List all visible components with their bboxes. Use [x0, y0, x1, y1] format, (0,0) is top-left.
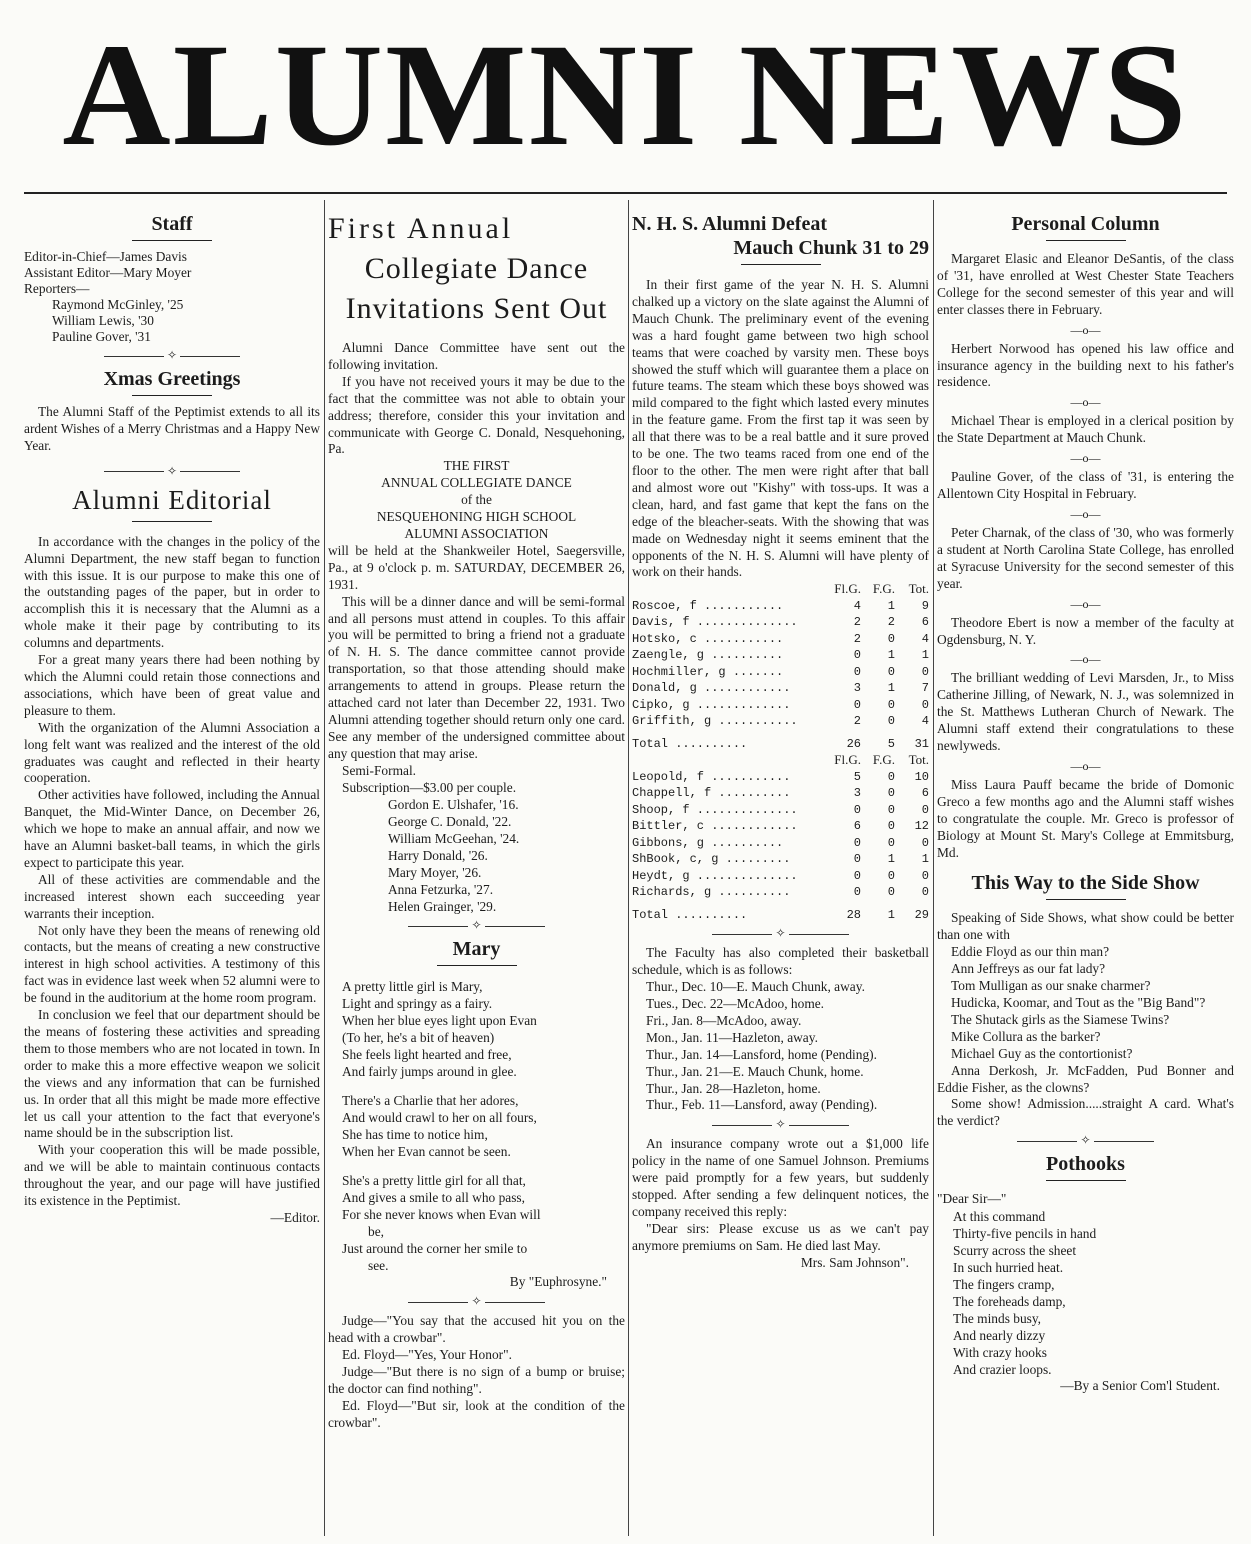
player-ft: 0: [887, 802, 895, 817]
player-tot: 10: [914, 769, 929, 784]
poem-line: A pretty little girl is Mary,: [342, 979, 483, 995]
player-tot: 0: [921, 802, 929, 817]
player-name: Richards, g ..........: [632, 885, 791, 900]
box-score-header: [632, 752, 929, 769]
player-name: Chappell, f ..........: [632, 786, 791, 801]
poem-line: At this command: [953, 1209, 1046, 1225]
player-ft: 0: [887, 786, 895, 801]
poem-line: And nearly dizzy: [953, 1328, 1046, 1344]
poem-line: She has time to notice him,: [342, 1127, 488, 1143]
player-ft: 0: [887, 885, 895, 900]
box-score-row: [632, 785, 929, 802]
poem-line: And crazier loops.: [953, 1362, 1052, 1378]
invitation-line: ANNUAL COLLEGIATE DANCE: [381, 475, 572, 491]
insurance-reply: "Dear sirs: Please excuse us as we can't pay anymore premiums on Sam. He died last May.: [632, 1220, 929, 1253]
game-story: In their first game of the year N. H. S. Alumni chalked up a victory on the slate against the Alumni of Mauch Chunk. The preliminary event of the evening was a hard fought game between two high school teams that were coached by varsity men. These boys showed the stuff which will guarantee them a place on future teams. The steam which these boys showed was mild compared to the fight which lasted every minutes in the feature game. From the first tap it was seen by all that there was to be a real battle and it sure proved to be one. The two teams raced from one end of the floor to the other. The men were right after that ball and almost wore out "Kishy" with toss-ups. It was a clean, hard, and fast game that kept the fans on the edge of the bleacher-seats. With the showing that was made on Wednesday night it seems eminent that the opponents of the N. H. S. Alumni will have plenty of work on their hands.: [632, 277, 929, 580]
ornament-divider: ✧: [24, 465, 320, 477]
sideshow-item: Anna Derkosh, Jr. McFadden, Pud Bonner and Eddie Fisher, as the clowns?: [937, 1062, 1234, 1095]
player-tot: 6: [921, 615, 929, 630]
poem-line: (To her, he's a bit of heaven): [342, 1030, 495, 1046]
player-fg: 2: [853, 714, 861, 729]
box-score-total-row: [632, 901, 929, 924]
box-score-row: [632, 614, 929, 631]
player-fg: 0: [853, 868, 861, 883]
column-3: [632, 206, 929, 1536]
player-fg: 0: [853, 885, 861, 900]
personal-item: Peter Charnak, of the class of '30, who was formerly a student at North Carolina State College, has enrolled at Syracuse University for the second semester of this year.: [937, 524, 1234, 591]
personal-item: Michael Thear is employed in a clerical position by the State Department at Mauch Chunk.: [937, 413, 1234, 446]
player-tot: 9: [921, 598, 929, 613]
player-ft: 5: [887, 736, 895, 751]
insurance-story: An insurance company wrote out a $1,000 life policy in the name of one Samuel Johnson. Premiums were paid promptly for a few years, but suddenly stopped. After sending a few delinquent notices, the company received this reply:: [632, 1136, 929, 1219]
dance-heading-line2: Collegiate Dance: [364, 252, 589, 285]
dance-paragraph: will be held at the Shankweiler Hotel, Saegersville, Pa., at 9 o'clock p. m. SATURDAY, DECEMBER 26, 1931.: [328, 542, 625, 592]
poem-line: And gives a smile to all who pass,: [342, 1190, 525, 1206]
player-name: Total ..........: [632, 907, 748, 922]
player-ft: 0: [887, 769, 895, 784]
pothooks-signature: —By a Senior Com'l Student.: [1060, 1378, 1220, 1394]
ornament-divider: ✧: [328, 1295, 625, 1307]
sideshow-item: The Shutack girls as the Siamese Twins?: [951, 1011, 1170, 1027]
player-name: Bittler, c ............: [632, 819, 798, 834]
poem-stanza: [328, 978, 625, 1080]
committee-member: George C. Donald, '22.: [388, 814, 512, 830]
player-tot: 1: [921, 648, 929, 663]
personal-item: Pauline Gover, of the class of '31, is entering the Allentown City Hospital in February.: [937, 469, 1234, 502]
poem-line: With crazy hooks: [953, 1345, 1047, 1361]
personal-item: The brilliant wedding of Levi Marsden, Jr., to Miss Catherine Jilling, of Newark, N. J., was solemnized in the St. Matthews Lutheran Church of Newark. The Alumni staff extend their congratulations to these newlyweds.: [937, 670, 1234, 754]
box-score-row: [632, 769, 929, 786]
col-field-goals: Fl.G.: [834, 752, 861, 768]
player-tot: 0: [921, 868, 929, 883]
box-score-row: [632, 835, 929, 852]
player-name: Zaengle, g ..........: [632, 648, 784, 663]
xmas-text: The Alumni Staff of the Peptimist extends to all its ardent Wishes of a Merry Christmas and a Happy New Year.: [24, 404, 320, 453]
personal-item: Margaret Elasic and Eleanor DeSantis, of the class of '31, have enrolled at West Chester State Teachers College for the second semester of this year and will enter classes there in February.: [937, 251, 1234, 317]
box-score-mauch-chunk: [632, 752, 929, 923]
poem-line: There's a Charlie that her adores,: [342, 1093, 519, 1109]
personal-items: [937, 251, 1234, 861]
heading-rule: [437, 965, 517, 966]
poem-line: For she never knows when Evan will: [342, 1207, 541, 1223]
item-separator: —o—: [1070, 758, 1101, 773]
sideshow-heading: This Way to the Side Show: [971, 872, 1200, 895]
column-1: [24, 206, 320, 1536]
schedule-item: Mon., Jan. 11—Hazleton, away.: [646, 1029, 818, 1045]
poem-stanza: [328, 1092, 625, 1160]
invitation-line: NESQUEHONING HIGH SCHOOL: [376, 509, 577, 525]
box-score-row: [632, 713, 929, 730]
schedule-item: Thur., Jan. 21—E. Mauch Chunk, home.: [646, 1063, 864, 1079]
player-tot: 1: [921, 852, 929, 867]
committee-member: Mary Moyer, '26.: [388, 865, 482, 881]
poem-line: When her blue eyes light upon Evan: [342, 1013, 537, 1029]
poem-line: Scurry across the sheet: [953, 1243, 1077, 1259]
poem-line: The fingers cramp,: [953, 1277, 1055, 1293]
personal-item: Miss Laura Pauff became the bride of Domonic Greco a few months ago and the Alumni staff wishes to congratulate the couple. Mr. Greco is professor of Biology at Mount St. Mary's College at Emmitsburg, Md.: [937, 776, 1234, 860]
committee-list: [328, 796, 625, 915]
schedule-item: Tues., Dec. 22—McAdoo, home.: [646, 996, 825, 1012]
editorial-paragraph: In conclusion we feel that our department should be the means of fostering these activities and spreading them to those members who are not located in town. In order to make this a more effective weapon we solicit the views and any information that can be furnished us. In order that all this might be made more effective let us call your attention to the fact that everyone's name should be in the subscription list.: [24, 1007, 320, 1141]
committee-member: Gordon E. Ulshafer, '16.: [388, 797, 519, 813]
col-fouls: F.G.: [872, 752, 895, 768]
player-name: Hochmiller, g .......: [632, 664, 784, 679]
player-fg: 3: [853, 681, 861, 696]
heading-rule: [741, 264, 821, 265]
schedule-item: Fri., Jan. 8—McAdoo, away.: [646, 1012, 802, 1028]
col-fouls: F.G.: [872, 581, 895, 597]
box-score-row: [632, 868, 929, 885]
player-tot: 0: [921, 664, 929, 679]
player-ft: 1: [887, 648, 895, 663]
player-fg: 0: [853, 802, 861, 817]
sideshow-intro: Speaking of Side Shows, what show could be better than one with: [937, 910, 1234, 943]
masthead: ALUMNI NEWS: [62, 13, 1189, 177]
player-ft: 0: [887, 868, 895, 883]
editorial-paragraph: Not only have they been the means of renewing old contacts, but the means of creating a new constructive interest in high school activities. A testimony of this fact was in evidence last week when 52 alumni were to be found in the auditorium at the home room program.: [24, 922, 320, 1006]
personal-heading: Personal Column: [1011, 213, 1160, 235]
box-score-row: [632, 664, 929, 681]
player-tot: 31: [914, 736, 929, 751]
dance-semi-formal: Semi-Formal.: [342, 762, 417, 778]
box-score-row: [632, 818, 929, 835]
col-total: Tot.: [908, 752, 929, 768]
player-tot: 4: [921, 714, 929, 729]
judge-line: Judge—"But there is no sign of a bump or bruise; the doctor can find nothing".: [328, 1364, 625, 1396]
player-ft: 1: [887, 852, 895, 867]
heading-rule: [132, 521, 212, 522]
ornament-divider: ✧: [937, 1134, 1234, 1146]
committee-member: Helen Grainger, '29.: [388, 899, 497, 915]
poem-line: be,: [368, 1224, 384, 1240]
committee-member: Harry Donald, '26.: [388, 848, 488, 864]
sideshow-item: Hudicka, Koomar, and Tout as the "Big Band"?: [951, 995, 1206, 1010]
committee-member: Anna Fetzurka, '27.: [388, 882, 494, 898]
xmas-heading: Xmas Greetings: [103, 368, 241, 390]
col-field-goals: Fl.G.: [834, 581, 861, 597]
sideshow-item: Ann Jeffreys as our fat lady?: [951, 961, 1106, 977]
poem-line: And fairly jumps around in glee.: [342, 1064, 517, 1080]
ornament-divider: ✧: [632, 1118, 929, 1130]
staff-reporter: Pauline Gover, '31: [52, 329, 151, 344]
poem-stanza: [328, 1172, 625, 1274]
box-score-row: [632, 647, 929, 664]
player-fg: 0: [853, 852, 861, 867]
dance-paragraph: Alumni Dance Committee have sent out the following invitation.: [328, 340, 625, 372]
box-score-row: [632, 851, 929, 868]
masthead-rule: [24, 192, 1227, 194]
player-ft: 0: [887, 835, 895, 850]
item-separator: —o—: [1070, 652, 1101, 667]
column-2: [328, 206, 625, 1536]
judge-line: Judge—"You say that the accused hit you on the head with a crowbar".: [328, 1313, 625, 1346]
staff-reporter: William Lewis, '30: [52, 313, 154, 328]
personal-item: Theodore Ebert is now a member of the faculty at Ogdensburg, N. Y.: [937, 614, 1234, 647]
player-tot: 6: [921, 786, 929, 801]
heading-rule: [1046, 899, 1126, 900]
player-fg: 4: [853, 598, 861, 613]
poem-line: Thirty-five pencils in hand: [953, 1226, 1097, 1242]
editorial-paragraph: With your cooperation this will be made possible, and we will be able to maintain continuous contacts throughout the year, and our page will have justified its existence in the Peptimist.: [24, 1142, 320, 1209]
player-ft: 0: [887, 714, 895, 729]
player-name: Hotsko, c ...........: [632, 631, 784, 646]
player-ft: 2: [887, 615, 895, 630]
player-tot: 0: [921, 697, 929, 712]
player-name: Heydt, g ..............: [632, 868, 798, 883]
staff-editor: Editor-in-Chief—James Davis: [24, 249, 187, 264]
personal-item: Herbert Norwood has opened his law office and insurance agency in the building next to his father's residence.: [937, 340, 1234, 390]
player-fg: 0: [853, 835, 861, 850]
game-heading-line1: N. H. S. Alumni Defeat: [632, 213, 827, 235]
editorial-paragraph: In accordance with the changes in the policy of the Alumni Department, the new staff began to function with this issue. It is our purpose to make this one of the outstanding pages of the paper, but in order to accomplish this it is necessary that the Alumni as a whole make it their page by contributing to its columns and departments.: [24, 533, 320, 651]
player-name: Donald, g ............: [632, 681, 791, 696]
dance-subscription: Subscription—$3.00 per couple.: [342, 779, 517, 795]
item-separator: —o—: [1070, 506, 1101, 521]
heading-rule: [1046, 1180, 1126, 1181]
schedule-item: Thur., Jan. 14—Lansford, home (Pending).: [646, 1046, 877, 1062]
staff-assistant: Assistant Editor—Mary Moyer: [24, 265, 192, 280]
staff-reporters-label: Reporters—: [24, 281, 90, 296]
schedule-intro: The Faculty has also completed their basketball schedule, which is as follows:: [632, 945, 929, 978]
player-tot: 0: [921, 885, 929, 900]
column-divider: [628, 200, 629, 1536]
editorial-signature: —Editor.: [270, 1209, 320, 1225]
schedule-item: Thur., Dec. 10—E. Mauch Chunk, away.: [646, 979, 865, 995]
staff-list: [24, 249, 320, 345]
poem-line: She feels light hearted and free,: [342, 1047, 512, 1063]
player-name: Roscoe, f ...........: [632, 598, 784, 613]
poem-line: When her Evan cannot be seen.: [342, 1144, 511, 1160]
editorial-paragraph: Other activities have followed, including the Annual Banquet, the Mid-Winter Dance, on December 26, which we hope to make an annual affair, and now we have an Alumni basket-ball teams, in which the girls expect to participate this year.: [24, 787, 320, 870]
sideshow-item: Some show! Admission.....straight A card. What's the verdict?: [937, 1096, 1234, 1129]
committee-member: William McGeehan, '24.: [388, 831, 520, 847]
player-tot: 4: [921, 631, 929, 646]
column-4: [937, 206, 1234, 1536]
dance-paragraph: This will be a dinner dance and will be semi-formal and all persons must attend in couples. To this affair you will be permitted to bring a friend not a graduate of N. H. S. The dance committee cannot provide transportation, so that those attending should make arrangements to attend in groups. Please return the attached card not later than December 22, 1931. Two Alumni attending together should return only one card. See any member of the undersigned committee about any question that may arise.: [328, 593, 625, 761]
staff-reporter: Raymond McGinley, '25: [52, 297, 184, 312]
player-ft: 0: [887, 697, 895, 712]
judge-line: Ed. Floyd—"Yes, Your Honor".: [342, 1347, 512, 1363]
editorial-heading: Alumni Editorial: [72, 484, 272, 515]
player-fg: 2: [853, 615, 861, 630]
poem-byline: By "Euphrosyne.": [509, 1274, 607, 1290]
editorial-paragraph: All of these activities are commendable and the increased interest shown each succeeding year warrants their inception.: [24, 871, 320, 921]
pothooks-heading: Pothooks: [1046, 1153, 1125, 1176]
column-divider: [933, 200, 934, 1536]
player-fg: 28: [846, 907, 861, 922]
schedule-item: Thur., Feb. 11—Lansford, away (Pending).: [646, 1097, 878, 1113]
box-score-row: [632, 802, 929, 819]
editorial-paragraph: For a great many years there had been nothing by which the Alumni could retain those connections and associations, which have been of great value and pleasure to them.: [24, 652, 320, 718]
poem-line: Just around the corner her smile to: [342, 1241, 528, 1257]
ornament-divider: ✧: [632, 927, 929, 939]
dance-heading-line1: First Annual: [328, 212, 514, 245]
box-score-row: [632, 884, 929, 901]
game-heading-line2: Mauch Chunk 31 to 29: [733, 237, 929, 259]
dance-paragraph: If you have not received yours it may be due to the fact that the committee was not able to obtain your address; therefore, consider this your invitation and communicate with George C. Donald, Nesquehoning, Pa.: [328, 373, 625, 457]
heading-rule: [132, 395, 212, 396]
player-tot: 29: [914, 907, 929, 922]
player-tot: 0: [921, 835, 929, 850]
player-ft: 1: [887, 598, 895, 613]
ornament-divider: ✧: [24, 349, 320, 361]
poem-line: see.: [368, 1258, 389, 1274]
player-ft: 1: [887, 907, 895, 922]
box-score-row: [632, 598, 929, 615]
box-score-row: [632, 631, 929, 648]
poem-line: And would crawl to her on all fours,: [342, 1110, 537, 1126]
item-separator: —o—: [1070, 596, 1101, 611]
schedule-item: Thur., Jan. 28—Hazleton, home.: [646, 1080, 821, 1096]
pothooks-salutation: "Dear Sir—": [937, 1191, 1007, 1207]
column-divider: [324, 200, 325, 1536]
player-fg: 0: [853, 664, 861, 679]
player-ft: 0: [887, 631, 895, 646]
player-fg: 6: [853, 819, 861, 834]
poem-line: Light and springy as a fairy.: [342, 996, 493, 1012]
player-ft: 0: [887, 664, 895, 679]
player-tot: 12: [914, 819, 929, 834]
box-score-nhs: [632, 581, 929, 752]
staff-heading: Staff: [151, 213, 193, 235]
invitation-line: of the: [461, 492, 492, 508]
mary-heading: Mary: [452, 938, 501, 961]
box-score-row: [632, 697, 929, 714]
sideshow-item: Michael Guy as the contortionist?: [951, 1045, 1133, 1061]
dance-heading-line3: Invitations Sent Out: [345, 292, 608, 325]
sideshow-item: Eddie Floyd as our thin man?: [951, 944, 1110, 960]
sideshow-item: Tom Mulligan as our snake charmer?: [951, 978, 1151, 994]
player-name: Total ..........: [632, 736, 748, 751]
player-name: Shoop, f ..............: [632, 802, 798, 817]
player-name: Leopold, f ...........: [632, 769, 791, 784]
item-separator: —o—: [1070, 451, 1101, 466]
invitation-line: ALUMNI ASSOCIATION: [404, 525, 549, 541]
player-name: ShBook, c, g .........: [632, 852, 791, 867]
poem-line: The foreheads damp,: [953, 1294, 1066, 1310]
player-fg: 0: [853, 697, 861, 712]
item-separator: —o—: [1070, 395, 1101, 410]
player-fg: 3: [853, 786, 861, 801]
player-fg: 2: [853, 631, 861, 646]
poem-line: The minds busy,: [953, 1311, 1042, 1327]
box-score-header: [632, 581, 929, 598]
player-fg: 0: [853, 648, 861, 663]
item-separator: —o—: [1070, 322, 1101, 337]
player-name: Gibbons, g ..........: [632, 835, 784, 850]
pothooks-poem: [937, 1208, 1234, 1378]
box-score-total-row: [632, 730, 929, 753]
player-fg: 26: [846, 736, 861, 751]
player-tot: 7: [921, 681, 929, 696]
box-score-row: [632, 680, 929, 697]
player-fg: 5: [853, 769, 861, 784]
editorial-paragraph: With the organization of the Alumni Association a long felt want was realized and the interest of the old graduates was caught and reflected in their hearty cooperation.: [24, 719, 320, 786]
player-name: Cipko, g .............: [632, 697, 791, 712]
col-total: Tot.: [908, 581, 929, 597]
sideshow-item: Mike Collura as the barker?: [951, 1028, 1101, 1044]
ornament-divider: ✧: [328, 919, 625, 931]
poem-line: She's a pretty little girl for all that,: [342, 1173, 526, 1189]
invitation-line: THE FIRST: [443, 458, 510, 474]
player-ft: 1: [887, 681, 895, 696]
judge-line: Ed. Floyd—"But sir, look at the condition of the crowbar".: [328, 1397, 625, 1430]
heading-rule: [132, 240, 212, 241]
poem-line: In such hurried heat.: [953, 1260, 1064, 1276]
player-name: Davis, f ..............: [632, 615, 798, 630]
heading-rule: [1046, 240, 1126, 241]
insurance-signature: Mrs. Sam Johnson".: [800, 1254, 909, 1270]
player-name: Griffith, g ...........: [632, 714, 798, 729]
player-ft: 0: [887, 819, 895, 834]
